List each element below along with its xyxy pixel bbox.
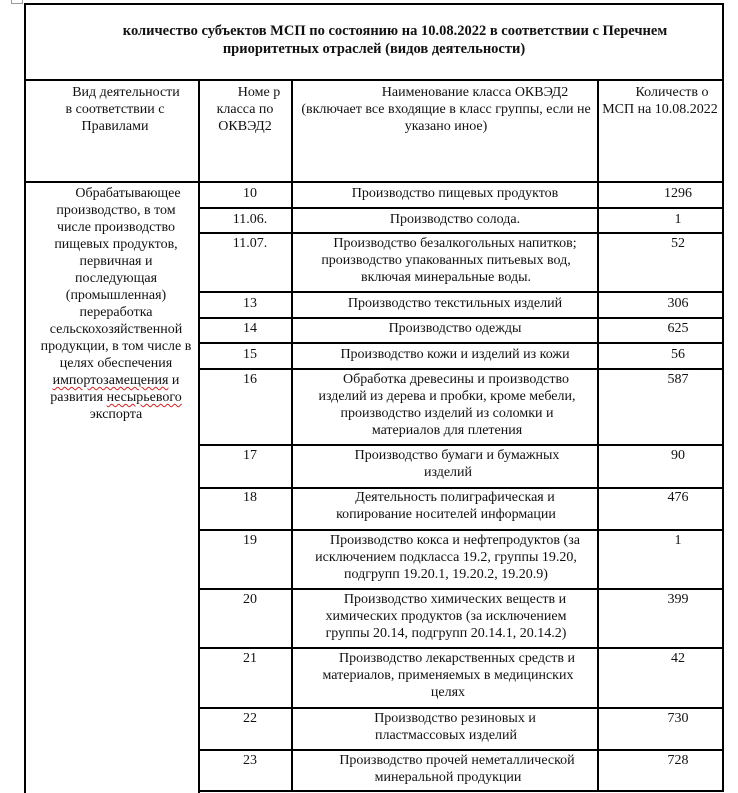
row-separator bbox=[198, 368, 724, 370]
row-class-name: Производство кокса и нефтепродуктов (за исключением подкласса 19.2, группы 19.20, подгрупп 19.20.1, 19.20.2, 19.20.9) bbox=[315, 533, 580, 582]
row-class-name: Деятельность полиграфическая и копирование носителей информации bbox=[336, 490, 556, 522]
row-code: 22 bbox=[243, 711, 257, 726]
row-code: 15 bbox=[243, 347, 257, 362]
row-separator bbox=[198, 588, 724, 590]
table-border-top bbox=[24, 3, 724, 5]
row-msp-count: 1296 bbox=[664, 186, 692, 201]
row-class-name: Производство текстильных изделий bbox=[347, 296, 563, 311]
row-separator bbox=[198, 444, 724, 446]
col-divider-1 bbox=[198, 79, 200, 793]
row-class-name: Производство пищевых продуктов bbox=[351, 186, 559, 201]
row-code: 11.06. bbox=[232, 212, 268, 227]
row-class-name: Производство безалкогольных напитков; производство упакованных питьевых вод, включая минеральные воды. bbox=[321, 236, 577, 285]
row-code: 13 bbox=[243, 296, 257, 311]
row-class-name: Производство химических веществ и химических продуктов (за исключением группы 20.14, подгрупп 20.14.1, 20.14.2) bbox=[325, 592, 567, 641]
row-separator bbox=[198, 342, 724, 344]
row-msp-count: 90 bbox=[671, 448, 685, 463]
row-code: 14 bbox=[243, 321, 257, 336]
row-msp-count: 399 bbox=[667, 592, 689, 607]
row-code: 20 bbox=[243, 592, 257, 607]
row-class-name: Производство кожи и изделий из кожи bbox=[340, 347, 570, 362]
row-code: 10 bbox=[243, 186, 257, 201]
header-row-bottom bbox=[24, 181, 724, 183]
row-msp-count: 42 bbox=[671, 651, 685, 666]
row-code: 18 bbox=[243, 490, 257, 505]
row-separator bbox=[198, 291, 724, 293]
row-class-name: Производство прочей неметаллической минеральной продукции bbox=[339, 753, 575, 785]
row-separator bbox=[198, 529, 724, 531]
title-row-bottom bbox=[24, 79, 724, 81]
row-msp-count: 625 bbox=[667, 321, 689, 336]
row-code: 11.07. bbox=[232, 236, 268, 251]
row-msp-count: 1 bbox=[674, 533, 682, 548]
row-separator bbox=[198, 317, 724, 319]
row-code: 17 bbox=[243, 448, 257, 463]
row-msp-count: 728 bbox=[667, 753, 689, 768]
row-msp-count: 306 bbox=[667, 296, 689, 311]
spellcheck-error[interactable]: импортозамещения bbox=[52, 373, 169, 388]
row-class-name: Производство солода. bbox=[389, 212, 521, 227]
activity-description: Обрабатывающее производство, в том числе производство пищевых продуктов, первичная и последующая (промышленная) переработка сельскохозяйственной продукции, в том числе в целях обеспечения импортозамещения и развития несырьевого экспорта bbox=[40, 186, 192, 422]
row-code: 21 bbox=[243, 651, 257, 666]
row-separator bbox=[198, 232, 724, 234]
col-divider-3 bbox=[597, 79, 599, 792]
row-class-name: Производство лекарственных средств и материалов, применяемых в медицинских целях bbox=[322, 651, 575, 700]
row-code: 23 bbox=[243, 753, 257, 768]
col-divider-2 bbox=[291, 79, 293, 792]
row-msp-count: 476 bbox=[667, 490, 689, 505]
table-border-left bbox=[24, 3, 26, 793]
row-msp-count: 52 bbox=[671, 236, 685, 251]
row-code: 16 bbox=[243, 372, 257, 387]
table-title bbox=[26, 22, 722, 58]
row-separator bbox=[198, 207, 724, 209]
header-msp-count: Количеств о МСП на 10.08.2022 bbox=[602, 85, 718, 117]
row-class-name: Производство одежды bbox=[388, 321, 522, 336]
header-class-number: Номе р класса по ОКВЭД2 bbox=[216, 85, 281, 134]
header-activity-type: Вид деятельности в соответствии с Правилами bbox=[65, 85, 180, 134]
row-class-name: Производство резиновых и пластмассовых изделий bbox=[374, 711, 536, 743]
title-line-2: приоритетных отраслей (видов деятельности) bbox=[222, 41, 526, 57]
row-msp-count: 730 bbox=[667, 711, 689, 726]
row-msp-count: 587 bbox=[667, 372, 689, 387]
row-separator bbox=[198, 749, 724, 751]
row-class-name: Производство бумаги и бумажных изделий bbox=[354, 448, 560, 480]
table-border-bottom bbox=[198, 790, 724, 792]
row-msp-count: 56 bbox=[671, 347, 685, 362]
spellcheck-error[interactable]: несырьевого bbox=[106, 390, 182, 405]
table-move-handle-icon[interactable] bbox=[11, 0, 23, 4]
row-code: 19 bbox=[243, 533, 257, 548]
header-class-name: Наименование класса ОКВЭД2 (включает все входящие в класс группы, если не указано иное) bbox=[301, 85, 591, 134]
row-class-name: Обработка древесины и производство изделий из дерева и пробки, кроме мебели, производство изделий из соломки и материалов для плетения bbox=[318, 372, 576, 438]
row-separator bbox=[198, 707, 724, 709]
row-msp-count: 1 bbox=[674, 212, 682, 227]
row-separator bbox=[198, 647, 724, 649]
title-line-1: количество субъектов МСП по состоянию на 10.08.2022 в соответствии с Перечнем bbox=[122, 23, 668, 39]
table-border-right bbox=[722, 3, 724, 792]
